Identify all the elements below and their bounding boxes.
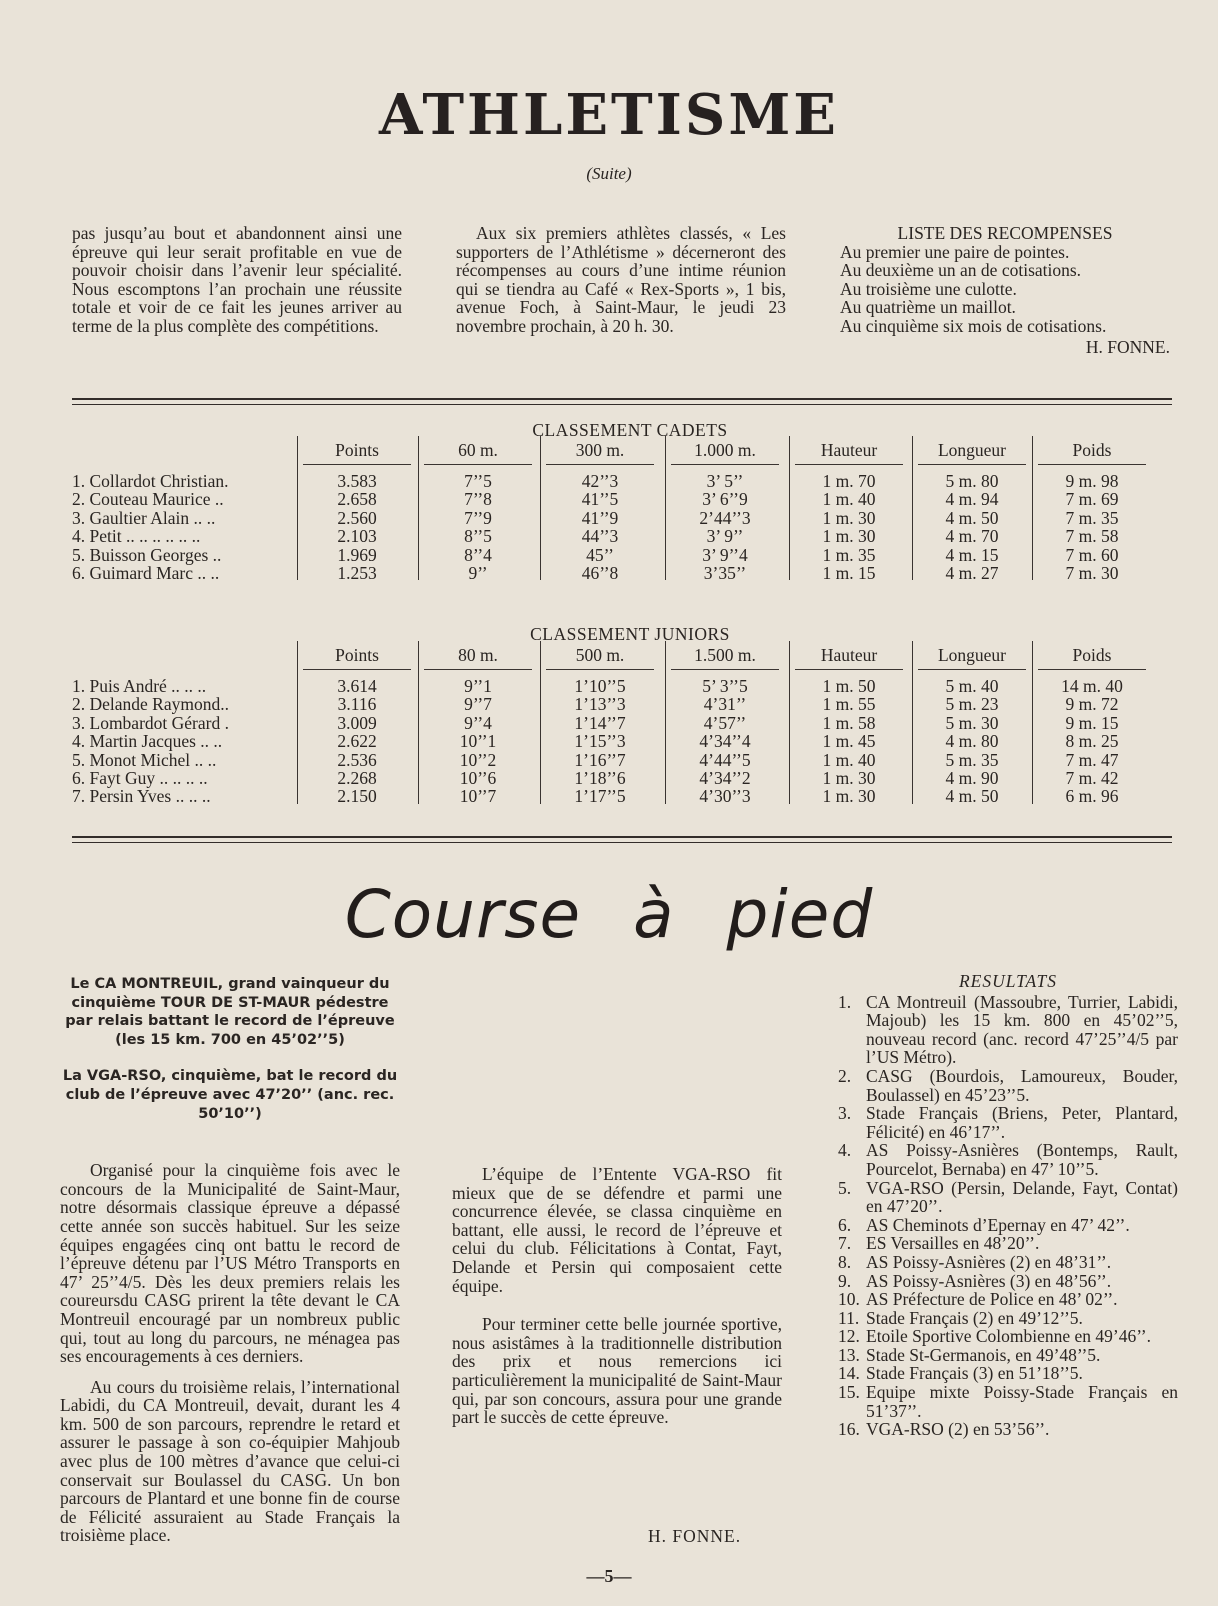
intro-column-1 (72, 224, 402, 336)
athlete-name: 1. Puis André .. .. .. (72, 676, 207, 696)
lead-headline-2: La VGA-RSO, cinquième, bat le record du club de l’épreuve avec 47’20’’ (anc. rec. 50’10’’) (62, 1068, 398, 1122)
table-row (72, 676, 1172, 696)
table-cell: 7 m. 42 (1065, 768, 1119, 788)
table-cell: 9 m. 15 (1065, 712, 1119, 733)
table-cell: 8 m. 25 (1065, 731, 1119, 752)
table-cell: 2.658 (337, 489, 377, 510)
table-cell: 7’’8 (464, 489, 492, 510)
header-underline (1038, 669, 1146, 670)
table-cell: 10’’1 (459, 731, 497, 752)
table-cell: 9’’1 (464, 676, 492, 696)
table-cell: 2.150 (337, 786, 377, 807)
table-cell: 44’’3 (581, 526, 619, 547)
table-cell: 3.614 (337, 676, 377, 696)
table-cell: 7 m. 47 (1065, 749, 1119, 770)
table-cell: 2’44’’3 (699, 507, 751, 528)
table-cell: 1.253 (337, 563, 377, 583)
table-cell: 7’’5 (464, 471, 492, 491)
header-underline (795, 464, 903, 465)
table-cell: 10’’7 (459, 786, 497, 807)
header-underline (671, 669, 779, 670)
table-row (72, 508, 1172, 528)
result-item (838, 1309, 1178, 1328)
result-rank: 7. (838, 1233, 852, 1254)
column-header: Longueur (937, 645, 1007, 665)
table-cell: 1 m. 35 (822, 544, 876, 565)
table-cell: 1 m. 15 (822, 563, 876, 583)
rewards-column (840, 224, 1170, 356)
athlete-name: 7. Persin Yves .. .. .. (72, 786, 211, 807)
intro-signature: H. FONNE. (1085, 336, 1170, 357)
table-cell: 1’14’’7 (574, 712, 626, 733)
table-cell: 5’ 3’’5 (702, 676, 748, 696)
result-text: AS Poissy-Asnières (2) en 48’31’’. (866, 1251, 1112, 1272)
reward-item: Au premier une paire de pointes. (840, 241, 1070, 262)
column-header: 1.500 m. (694, 645, 756, 665)
table-cell: 3’ 9’’4 (702, 544, 748, 565)
table-cell: 41’’5 (581, 489, 619, 510)
table-cell: 4 m. 50 (945, 507, 999, 528)
table-row (72, 731, 1172, 751)
athlete-name: 6. Fayt Guy .. .. .. .. (72, 768, 208, 788)
table-header (72, 645, 1172, 665)
result-rank: 5. (838, 1177, 852, 1198)
athlete-name: 5. Monot Michel .. .. (72, 749, 217, 770)
article-body-1 (60, 1161, 400, 1545)
table-cell: 2.560 (337, 507, 377, 528)
result-rank: 8. (838, 1251, 852, 1272)
table-cell: 3’ 6’’9 (702, 489, 748, 510)
table-cell: 1’18’’6 (574, 768, 626, 788)
table-row (72, 545, 1172, 565)
table-cell: 5 m. 30 (945, 712, 999, 733)
table-cell: 1’15’’3 (574, 731, 626, 752)
intro-text-2: Aux six premiers athlètes classés, « Les supporters de l’Athlétisme » décerneront des récompenses au cours d’une intime réunion qui se tiendra au Café « Rex-Sports », 1 bis, avenue Foch, à Saint-Maur, le jeudi 23 novembre prochain, à 20 h. 30. (456, 223, 786, 336)
table-row (72, 768, 1172, 788)
column-header: Poids (1072, 440, 1112, 460)
page-title: ATHLETISME (378, 82, 839, 148)
result-rank: 13. (838, 1344, 860, 1365)
result-rank: 16. (838, 1419, 860, 1440)
athlete-name: 2. Couteau Maurice .. (72, 489, 224, 510)
result-item (838, 1104, 1178, 1141)
table-row (72, 526, 1172, 546)
table-cell: 1’17’’5 (574, 786, 626, 807)
result-text: CA Montreuil (Massoubre, Turrier, Labidi, Majoub) les 15 km. 800 en 45’02’’5, nouveau record (anc. record 47’25’’4/5 par l’US Métro). (866, 991, 1178, 1068)
result-text: Stade Français (2) en 49’12’’5. (866, 1307, 1083, 1328)
table-cell: 9 m. 98 (1065, 471, 1119, 491)
result-item (838, 1253, 1178, 1272)
athlete-name: 2. Delande Raymond.. (72, 694, 229, 715)
table-cell: 4 m. 94 (945, 489, 999, 510)
table-cell: 4’44’’5 (699, 749, 751, 770)
reward-item: Au deuxième un an de cotisations. (840, 260, 1082, 281)
result-rank: 15. (838, 1382, 860, 1403)
table-cell: 3.583 (337, 471, 377, 491)
table-cell: 9 m. 72 (1065, 694, 1119, 715)
cadets-table-title: CLASSEMENT CADETS (532, 420, 728, 440)
result-rank: 14. (838, 1363, 860, 1384)
table-cell: 1 m. 45 (822, 731, 876, 752)
table-cell: 2.268 (337, 768, 377, 788)
table-cell: 8’’4 (464, 544, 492, 565)
table-row (72, 563, 1172, 583)
column-header: Points (335, 645, 379, 665)
results-column (838, 972, 1178, 1439)
article-lead (60, 975, 400, 1123)
table-cell: 4’57’’ (703, 712, 747, 733)
column-header: Hauteur (820, 645, 878, 665)
table-cell: 45’’ (586, 544, 614, 565)
header-underline (918, 669, 1026, 670)
article-paragraph: Organisé pour la cinquième fois avec le concours de la Municipalité de Saint-Maur, notre désormais classique épreuve a dépassé cette année son succès habituel. Sur les seize équipes engagées cinq ont battu le record de l’épreuve détenu par l’US Métro Transports en 47’ 25’’4/5. Dès les deux premiers relais les coureursdu CASG prirent la tête devant le CA Montreuil encouragé par un nombreux public qui, tout au long du parcours, ne ménagea pas ses encouragements à ces derniers. (60, 1160, 400, 1367)
table-cell: 4’34’’4 (699, 731, 751, 752)
header-underline (303, 464, 411, 465)
table-cell: 1 m. 58 (822, 712, 876, 733)
table-cell: 1 m. 30 (822, 526, 876, 547)
column-header: 1.000 m. (694, 440, 756, 460)
column-header: 60 m. (458, 440, 498, 460)
table-cell: 1 m. 30 (822, 507, 876, 528)
header-underline (303, 669, 411, 670)
result-text: AS Poissy-Asnières (Bontemps, Rault, Pourcelot, Bernaba) en 47’ 10’’5. (866, 1140, 1178, 1179)
table-cell: 5 m. 40 (945, 676, 999, 696)
table-cell: 1’13’’3 (574, 694, 626, 715)
header-underline (424, 464, 532, 465)
table-cell: 1’16’’7 (574, 749, 626, 770)
result-rank: 10. (838, 1289, 860, 1310)
athlete-name: 3. Lombardot Gérard . (72, 712, 229, 733)
article-paragraph: Au cours du troisième relais, l’international Labidi, du CA Montreuil, devait, durant les 4 km. 500 de son parcours, reprendre le retard et assurer le passage à son co-équipier Mahjoub avec plus de 100 mètres d’avance que celui-ci conservait sur Boulassel du CASG. Un bon parcours de Plantard et une bonne fin de course de Félicité assuraient au Stade Français la troisième place. (60, 1376, 400, 1546)
column-header: 80 m. (458, 645, 498, 665)
table-cell: 6 m. 96 (1065, 786, 1119, 807)
table-cell: 5 m. 80 (945, 471, 999, 491)
table-cell: 7’’9 (464, 507, 492, 528)
header-underline (424, 669, 532, 670)
table-cell: 1 m. 50 (822, 676, 876, 696)
table-cell: 10’’6 (459, 768, 497, 788)
table-cell: 3’35’’ (703, 563, 747, 583)
table-cell: 46’’8 (581, 563, 619, 583)
athlete-name: 5. Buisson Georges .. (72, 544, 222, 565)
result-text: VGA-RSO (Persin, Delande, Fayt, Contat) en 47’20’’. (866, 1177, 1178, 1217)
table-cell: 5 m. 35 (945, 749, 999, 770)
result-text: AS Poissy-Asnières (3) en 48’56’’. (866, 1270, 1112, 1291)
athlete-name: 6. Guimard Marc .. .. (72, 563, 220, 583)
rewards-title: LISTE DES RECOMPENSES (897, 223, 1113, 243)
divider (72, 836, 1172, 838)
table-cell: 1 m. 30 (822, 768, 876, 788)
table-cell: 9’’4 (464, 712, 492, 733)
table-cell: 1 m. 70 (822, 471, 876, 491)
result-rank: 3. (838, 1103, 852, 1124)
divider (72, 842, 1172, 843)
result-text: ES Versailles en 48’20’’. (866, 1233, 1040, 1254)
table-cell: 1 m. 55 (822, 694, 876, 715)
header-underline (546, 669, 654, 670)
reward-item: Au troisième une culotte. (840, 278, 1017, 299)
table-row (72, 471, 1172, 491)
result-text: AS Cheminots d’Epernay en 47’ 42’’. (866, 1214, 1130, 1235)
column-header: Poids (1072, 645, 1112, 665)
section-title: Course à pied (344, 876, 874, 953)
table-row (72, 713, 1172, 733)
result-rank: 1. (838, 991, 852, 1012)
result-item (838, 1346, 1178, 1365)
result-item (838, 1067, 1178, 1104)
table-cell: 7 m. 60 (1065, 544, 1119, 565)
article-signature: H. FONNE. (648, 1526, 742, 1546)
athlete-name: 3. Gaultier Alain .. .. (72, 507, 216, 528)
result-text: CASG (Bourdois, Lamoureux, Bouder, Boulassel) en 45’23’’5. (866, 1065, 1178, 1105)
result-rank: 9. (838, 1270, 852, 1291)
result-item (838, 1364, 1178, 1383)
table-cell: 5 m. 23 (945, 694, 999, 715)
result-text: Stade Français (Briens, Peter, Plantard, Félicité) en 46’17’’. (866, 1103, 1178, 1142)
table-cell: 41’’9 (581, 507, 619, 528)
table-cell: 1.969 (337, 544, 377, 565)
column-header: 300 m. (575, 440, 625, 460)
column-header: 500 m. (575, 645, 625, 665)
article-column-1 (60, 975, 400, 1557)
athlete-name: 1. Collardot Christian. (72, 471, 229, 491)
header-underline (795, 669, 903, 670)
result-item (838, 1383, 1178, 1420)
result-item (838, 1216, 1178, 1235)
header-underline (546, 464, 654, 465)
result-item (838, 1272, 1178, 1291)
table-cell: 1 m. 40 (822, 749, 876, 770)
table-row (72, 489, 1172, 509)
table-cell: 7 m. 30 (1065, 563, 1119, 583)
athlete-name: 4. Martin Jacques .. .. (72, 731, 223, 752)
juniors-table-title: CLASSEMENT JUNIORS (530, 624, 730, 644)
table-cell: 3.009 (337, 712, 377, 733)
table-cell: 4 m. 90 (945, 768, 999, 788)
result-item (838, 1420, 1178, 1439)
article-paragraph: L’équipe de l’Entente VGA-RSO fit mieux que de se défendre et parmi une concurrence élevée, se classa cinquième en battant, elle aussi, le record de l’épreuve et celui du club. Félicitations à Contat, Fayt, Delande et Persin qui composaient cette équipe. (452, 1164, 782, 1296)
table-cell: 3’ 9’’ (706, 526, 744, 547)
table-cell: 4 m. 70 (945, 526, 999, 547)
table-cell: 4 m. 27 (945, 563, 999, 583)
article-column-2 (452, 975, 782, 1439)
table-cell: 7 m. 69 (1065, 489, 1119, 510)
lead-headline-1: Le CA MONTREUIL, grand vainqueur du cinquième TOUR DE ST-MAUR pédestre par relais battant le record de l’épreuve (les 15 km. 700 en 45’02’’5) (65, 976, 395, 1048)
table-cell: 2.622 (337, 731, 377, 752)
table-row (72, 750, 1172, 770)
result-rank: 2. (838, 1065, 852, 1086)
table-cell: 4’30’’3 (699, 786, 751, 807)
table-cell: 2.536 (337, 749, 377, 770)
table-cell: 3.116 (337, 694, 377, 715)
table-cell: 7 m. 35 (1065, 507, 1119, 528)
table-cell: 4 m. 80 (945, 731, 999, 752)
table-cell: 42’’3 (581, 471, 619, 491)
table-row (72, 786, 1172, 806)
table-cell: 2.103 (337, 526, 377, 547)
header-underline (918, 464, 1026, 465)
article-paragraph: Pour terminer cette belle journée sportive, nous asistâmes à la traditionnelle distribution des prix et nous remercions ici particulièrement la municipalité de Saint-Maur qui, par son concours, assura pour une grande part le succès de cette épreuve. (452, 1314, 782, 1428)
intro-text-1: pas jusqu’au bout et abandonnent ainsi une épreuve qui leur serait profitable en vue de pouvoir choisir dans l’avenir leur spécialité. Nous escomptons l’an prochain une réussite totale et voir de ce fait les jeunes arriver au terme de la plus complète des compétitions. (72, 223, 402, 336)
table-cell: 1’10’’5 (574, 676, 626, 696)
table-cell: 9’’ (468, 563, 488, 583)
table-cell: 4’34’’2 (699, 768, 751, 788)
result-text: VGA-RSO (2) en 53’56’’. (866, 1419, 1050, 1440)
table-cell: 4’31’’ (703, 694, 747, 715)
table-cell: 14 m. 40 (1061, 676, 1123, 696)
result-text: Stade Français (3) en 51’18’’5. (866, 1363, 1083, 1384)
result-rank: 12. (838, 1326, 860, 1347)
divider (72, 398, 1172, 400)
result-rank: 11. (838, 1307, 860, 1328)
results-title: RESULTATS (958, 971, 1058, 991)
table-cell: 4 m. 50 (945, 786, 999, 807)
table-cell: 8’’5 (464, 526, 492, 547)
table-row (72, 694, 1172, 714)
page-number: —5— (586, 1566, 632, 1586)
result-text: AS Préfecture de Police en 48’ 02’’. (866, 1289, 1118, 1310)
intro-column-2 (456, 224, 786, 336)
reward-item: Au quatrième un maillot. (840, 297, 1016, 318)
result-text: Stade St-Germanois, en 49’48’’5. (866, 1344, 1101, 1365)
table-cell: 4 m. 15 (945, 544, 999, 565)
column-header: Points (335, 440, 379, 460)
table-header (72, 440, 1172, 460)
result-item (838, 1327, 1178, 1346)
page-subtitle: (Suite) (586, 164, 632, 183)
column-header: Longueur (937, 440, 1007, 460)
result-item (838, 1141, 1178, 1178)
reward-item: Au cinquième six mois de cotisations. (840, 315, 1107, 336)
divider (72, 404, 1172, 405)
result-rank: 4. (838, 1140, 852, 1161)
result-text: Etoile Sportive Colombienne en 49’46’’. (866, 1326, 1151, 1347)
header-underline (671, 464, 779, 465)
result-item (838, 1179, 1178, 1216)
header-underline (1038, 464, 1146, 465)
table-cell: 3’ 5’’ (706, 471, 744, 491)
result-item (838, 1290, 1178, 1309)
athlete-name: 4. Petit .. .. .. .. .. .. (72, 526, 201, 547)
table-cell: 10’’2 (459, 749, 497, 770)
table-cell: 7 m. 58 (1065, 526, 1119, 547)
table-cell: 1 m. 30 (822, 786, 876, 807)
table-cell: 1 m. 40 (822, 489, 876, 510)
result-rank: 6. (838, 1214, 852, 1235)
result-text: Equipe mixte Poissy-Stade Français en 51’37’’. (866, 1382, 1178, 1421)
column-header: Hauteur (820, 440, 878, 460)
table-cell: 9’’7 (464, 694, 492, 715)
result-item (838, 1234, 1178, 1253)
result-item (838, 993, 1178, 1067)
